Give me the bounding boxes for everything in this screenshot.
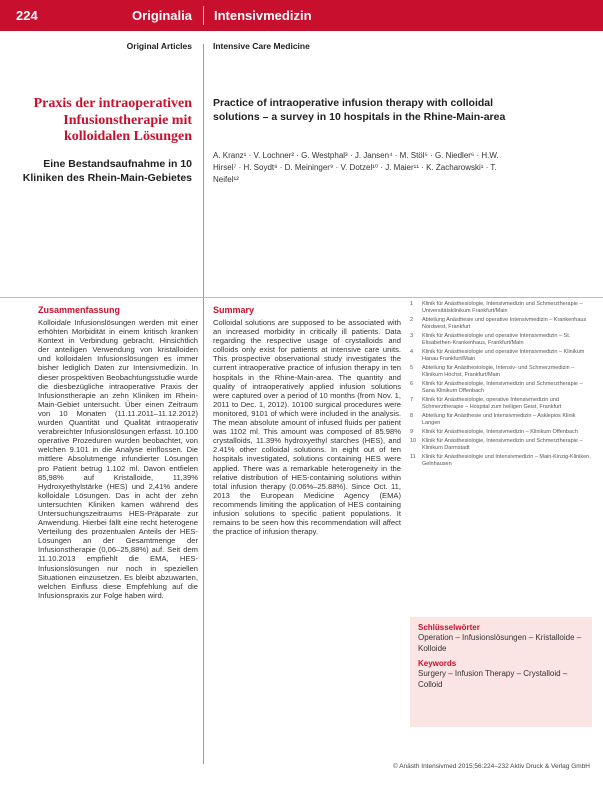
summary-en-text: Colloidal solutions are supposed to be associated with an increased morbidity in critically ill patients. Data regarding the respective usage of crystalloids and colloids only exist for patients at intensive care units. This prospective observational study investigates the current intraoperative practice of infusion therapy in ten hospitals in the Rhine-Main-area. The quantity and quality of intraoperatively applied infusion solutions were captured over a period of 10 months (from Nov. 1, 2011 to Dec. 1, 2012). 10100 surgical procedures were monitored, 9101 of which were included in the analysis. The mean absolute amount of infused fluids per patient was 1102 ml. This amount was composed of 85.98% crystalloids, 11.39% hydroxyethyl starches (HES), and 2.41% other colloidal solutions. In eight out of ten hospitals investigated, solutions containing HES were applied. There was a remarkable heterogeneity in the relative distribution of HES-containing solutions within total infusion therapy (0.06%–25.88%). Since Oct. 11, 2013 the European Medicine Agency (EMA) recommends limiting the application of HES containing infusion solutions to specific patient populations. It remains to be seen how this recommendation will affect the practice of infusion therapy. <box>213 318 401 537</box>
affiliation-number: 5 <box>410 365 414 371</box>
affiliation-number: 11 <box>410 454 416 460</box>
affiliation-number: 8 <box>410 413 414 419</box>
column-divider <box>203 44 204 764</box>
affiliation-item <box>410 429 592 436</box>
affiliation-item <box>410 381 592 395</box>
affiliation-item <box>410 349 592 363</box>
keywords-box <box>410 617 592 727</box>
affiliation-item <box>410 454 592 468</box>
affiliation-text: Klinik für Anästhesiologie und Intensivmedizin – Main-Kinzig-Kliniken, Gelnhausen <box>422 454 591 467</box>
affiliation-text: Abteilung Anästhesie und operative Intensivmedizin – Krankenhaus Nordwest, Frankfurt <box>422 317 587 330</box>
keywords-de-heading: Schlüsselwörter <box>418 623 480 632</box>
summary-de-heading: Zusammenfassung <box>38 305 121 315</box>
affiliation-number: 2 <box>410 317 414 323</box>
title-german: Praxis der intraoperativen Infusionstherapie mit kolloidalen Lösungen <box>33 96 192 144</box>
affiliation-number: 3 <box>410 333 414 339</box>
affiliation-text: Klinik für Anästhesiologie, operative Intensivmedizin und Schmerztherapie – Hospital zum heiligen Geist, Frankfurt <box>422 397 562 410</box>
affiliation-item <box>410 413 592 427</box>
affiliation-number: 9 <box>410 429 414 435</box>
affiliation-number: 7 <box>410 397 414 403</box>
page-number: 224 <box>16 8 38 23</box>
affiliation-item <box>410 438 592 452</box>
affiliation-text: Klinik für Anästhesiologie, Intensivmedizin – Klinikum Offenbach <box>422 429 578 435</box>
author-list: A. Kranz¹ · V. Lochner² · G. Westphal³ · J. Jansen⁴ · M. Stöl⁵ · G. Niedler⁶ · H.W. Hirsel⁷ · H. Soydt⁸ · D. Meininger⁹ · V. Dotzel¹⁰ · J. Maier¹¹ · K. Zacharowski¹ · T. Neifel¹² <box>213 151 499 184</box>
summary-de-text: Kolloidale Infusionslösungen werden mit einer erhöhten Morbidität in einem kritisch kranken Kontext in Verbindung gebracht. Hinsichtlich der anteiligen Verwendung von kristalloiden und kolloidalen Infusionslösungen es immer bisher lediglich Daten zur Intensivmedizin. In dieser prospektiven Beobachtungsstudie wurde die diesbezügliche intraoperative Praxis der Infusionstherapie an zehn Kliniken im Rhein-Main-Gebiet untersucht. Über einen Zeitraum von 10 Monaten (11.11.2011–11.12.2012) wurden Quantität und Qualität intraoperativ verabreichter Infusionslösungen erfasst. 10.100 operative Prozeduren wurden beobachtet, von welchen 9.101 in die Analyse einflossen. Die mittlere Absolutmenge infundierter Lösungen pro Patient betrug 1.102 ml. Davon entfielen 85,98% auf Kristalloide, 11,39% Hydroxyethylstärke (HES) und 2,41% andere kolloidale Lösungen. Das in acht der zehn untersuchten Kliniken kamen während des Untersuchungszeitraums HES-Präparate zur Anwendung. Hierbei fällt eine recht heterogene Verteilung des prozentualen Anteils der HES-Lösungen an der Gesamtmenge der Infusionstherapie (0,06–25,88%) auf. Seit dem 11.10.2013 empfiehlt die EMA, HES-Infusionslösungen nur noch in speziellen Situationen einzusetzen. Es bleibt abzuwarten, welchen Einfluss diese Empfehlung auf die Infusionspraxis zur Folge haben wird. <box>38 318 198 600</box>
affiliation-number: 6 <box>410 381 414 387</box>
affiliation-item <box>410 397 592 411</box>
affiliation-item <box>410 333 592 347</box>
affiliation-text: Klinik für Anästhesiologie und operative Intensivmedizin – Klinikum Hanau Frankfurt/Main <box>422 349 585 362</box>
affiliation-text: Klinik für Anästhesiologie, Intensivmedizin und Schmerztherapie – Universitätsklinikum Frankfurt/Main <box>422 301 583 314</box>
affiliation-number: 1 <box>410 301 414 307</box>
section-divider <box>0 297 603 298</box>
title-english: Practice of intraoperative infusion therapy with colloidal solutions – a survey in 10 hospitals in the Rhine-Main-area <box>213 97 506 123</box>
subtitle-german: Eine Bestandsaufnahme in 10 Kliniken des Rhein-Main-Gebietes <box>22 158 192 184</box>
affiliation-text: Klinik für Anästhesiologie und operative Intensivmedizin – St. Elisabethen-Krankenhaus, Frankfurt/Main <box>422 333 571 346</box>
affiliation-number: 4 <box>410 349 414 355</box>
category-en: Intensivmedizin <box>214 8 312 23</box>
affiliation-text: Klinik für Anästhesiologie, Intensivmedizin und Schmerztherapie – Klinikum Darmstadt <box>422 438 583 451</box>
affiliation-number: 10 <box>410 438 417 444</box>
section-label-left: Original Articles <box>126 41 192 51</box>
category-de: Originalia <box>132 8 192 23</box>
affiliation-text: Abteilung für Anästhesiologie, Intensiv- und Schmerzmedizin – Klinikum Höchst, Frankfurt/Main <box>422 365 575 378</box>
page-footer: © Anästh Intensivmed 2015;56:224–232 Aktiv Druck & Verlag GmbH <box>392 763 590 770</box>
header-divider <box>203 6 204 25</box>
keywords-en-text: Surgery – Infusion Therapy – Crystalloid – Colloid <box>418 669 568 689</box>
keywords-en-heading: Keywords <box>418 659 457 668</box>
affiliation-text: Klinik für Anästhesiologie, Intensivmedizin und Schmerztherapie – Sana Klinikum Offenbach <box>422 381 583 394</box>
affiliation-text: Abteilung für Anästhesie und Intensivmedizin – Asklepios Klinik Langen <box>422 413 576 426</box>
section-label-right: Intensive Care Medicine <box>213 41 310 51</box>
summary-en-heading: Summary <box>213 305 255 315</box>
affiliation-item <box>410 365 592 379</box>
keywords-de-text: Operation – Infusionslösungen – Kristalloide – Kolloide <box>418 633 582 653</box>
affiliation-item <box>410 317 592 331</box>
affiliation-list <box>410 301 592 470</box>
header-bar <box>0 0 603 31</box>
affiliation-item <box>410 301 592 315</box>
